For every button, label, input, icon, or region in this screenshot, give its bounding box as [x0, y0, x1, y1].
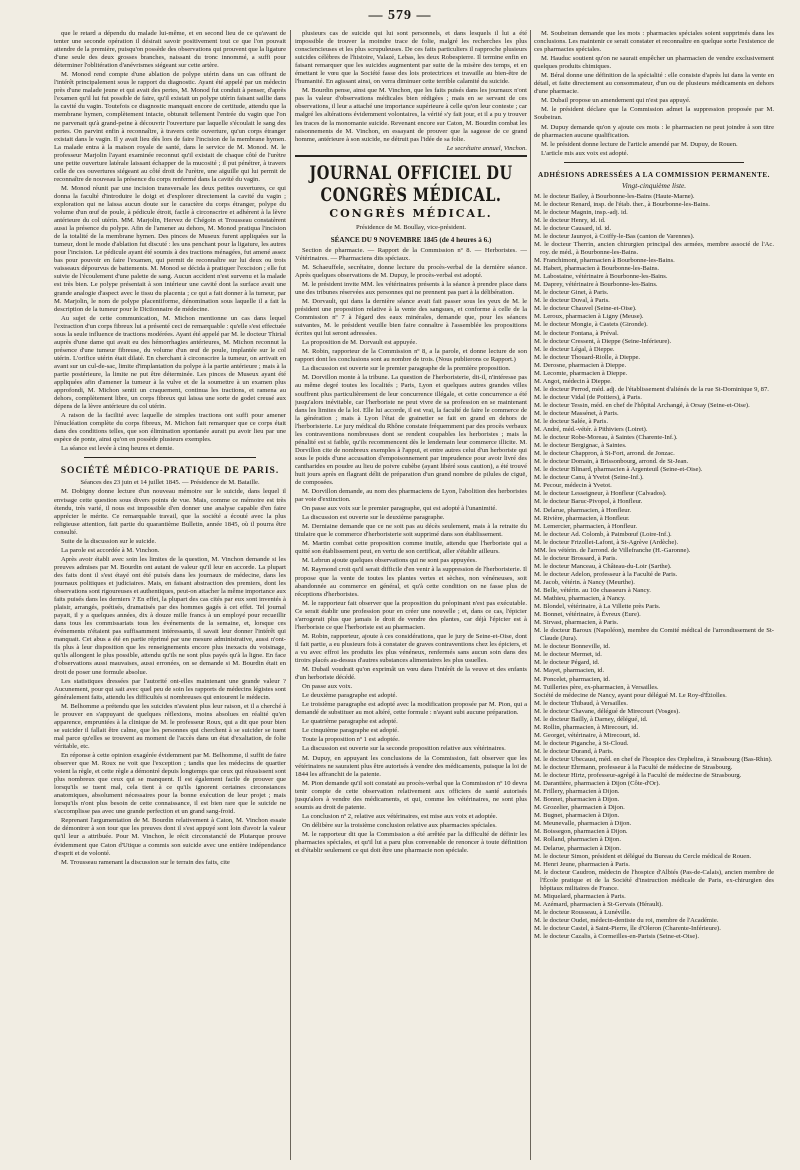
paragraph: On passe aux voix sur le premier paragraphe, qui est adopté à l'unanimité.	[302, 505, 497, 513]
list-item: M. Lecomte, pharmacien à Dieppe.	[534, 369, 628, 377]
list-item: M. Franchimont, pharmacien à Bourbonne-les-Bains.	[534, 257, 675, 265]
list-item: M. le docteur Caudron, médecin de l'hospice d'Albiés (Pas-de-Calais), ancien membre de l'École pratique et de la Société d'instruction médicale de Paris, ex-chirurgien des hôpitaux militaires de France.	[534, 868, 774, 892]
column-2	[295, 30, 527, 1160]
list-item: M. Mathieu, pharmacien, à Nancy.	[534, 595, 626, 603]
list-item: M. le docteur Adelon, professeur à la Faculté de Paris.	[534, 570, 678, 578]
list-item: M. Daprey, vétérinaire à Bourbonne-les-Bains.	[534, 281, 658, 289]
list-item: M. le docteur Baroux (Napoléon), membre du Comité médical de l'arrondissement de St-Claude (Jura).	[534, 627, 774, 643]
list-item: M. le docteur Bailey, à Bourbonne-les-Bains (Haute-Marne).	[534, 192, 695, 200]
list-item: M. le docteur Magnin, insp.-adj. id.	[534, 208, 628, 216]
adhesions-heading: ADHÉSIONS ADRESSÉES A LA COMMISSION PERMANENTE.	[538, 170, 770, 179]
column-2-paragraphs-bottom	[295, 247, 527, 855]
column-2-paragraphs-top	[295, 30, 527, 144]
paragraph: A raison de la facilité avec laquelle de simples tractions ont suffi pour amener l'énucléation complète du corps fibreux, M. Michon fait remarquer que ce corps était dans des conditions telles, que son élimination spontanée aurait pu avoir lieu par une espèce de ponte, ainsi qu'on en possède plusieurs exemples.	[54, 412, 286, 444]
paragraph: En réponse à cette opinion exagérée évidemment par M. Belhomme, il suffit de faire observer que M. Roux ne voit que l'exception ; tandis que les médecins de quartier voient la règle, et cette règle a démontré depuis longtemps que ceux qui réussissent sont plus nombreux que ceux qui se manquent. Il est également facile de prouver que lorsqu'ils se tuent mal, cela tient à ce qu'ils ignorent certaines circonstances anatomiques, absolument nécessaires pour la bonne exécution de leur projet ; mais lorsqu'ils n'ont plus besoin de cette connaissance, il est bien rare que le suicide ne s'accomplisse pas avec une grande perfection et un grand sang-froid.	[54, 751, 286, 816]
list-item: M. Delarue, pharmacien à Dijon.	[534, 844, 621, 852]
list-item: M. le docteur Salée, à Paris.	[534, 418, 608, 426]
journal-subtitle: CONGRÈS MÉDICAL.	[329, 206, 493, 220]
paragraph: M. Dupuy demande qu'on y ajoute ces mots : le pharmacien ne peut joindre à son titre de pharmacien aucune qualification.	[534, 123, 774, 139]
list-item: M. le docteur Tessin, méd. en chef de l'hôpital Archangé, à Orsay (Seine-et-Oise).	[534, 401, 750, 409]
list-item: M. le docteur Canu, à Yvetot (Seine-Inf.).	[534, 474, 644, 482]
paragraph: M. Belhomme a prétendu que les suicides n'avaient plus leur raison, et il a cherché à le prouver en s'appuyant de quelques réflexions, moins absolues en réalité qu'en apparence, empruntées à la clinique de M. le professeur Roux, qui a dit que pour bien se suicider il fallait être calme, que les personnes qui cherchent à se suicider se tuent mal parce qu'elles se trouvent au moment de l'accès dans un état d'exaltation, de folie véritable, etc.	[54, 702, 286, 750]
paragraph: M. Monod rend compte d'une ablation de polype utérin dans un cas offrant de l'intérêt principalement sous le rapport du diagnostic. Ayant été appelé par un médecin près d'une malade jeune et qui avait des pertes, M. Monod fut conduit à penser, d'après l'examen qu'il lui fut possible de faire, qu'il existait un polype utérin faisant saillie dans la cavité du vagin. Toutefois ce diagnostic manquait encore de certitude, attendu que la membrane hymen, complètement intacte, obturait tellement l'entrée du vagin que l'on ne parvenait qu'à grand-peine à découvrir l'ouverture par laquelle s'écoulait le sang des pertes. On parvint enfin à reconnaître, à travers cette ouverture, qu'un corps étranger existait dans le vagin. Il y avait lieu dès lors de faire l'incision de la membrane hymen. La malade entra à la maison royale de santé, dans le service de M. Monod. M. le professeur Marjolin l'ayant examinée reconnut qu'il existait de chaque côté de l'urètre une petite ouverture latérale laissant échapper de la mucosité ; il put pénétrer, à travers celle de ces ouvertures siégeant au côté droit de l'urètre, une aiguille qui lui permit de reconnaître de nouveau la présence du corps renfermé dans la cavité du vagin.	[54, 71, 286, 183]
list-item: M. Grozelier, pharmacien à Dijon.	[534, 804, 625, 812]
paragraph: Le cinquième paragraphe est adopté.	[302, 727, 399, 735]
list-item: M. le docteur Mermet, id.	[534, 651, 602, 659]
list-item: M. Mayet, pharmacien, id.	[534, 667, 605, 675]
paragraph: Le quatrième paragraphe est adopté.	[302, 718, 398, 726]
paragraph: M. Martin combat cette proposition comme inutile, attendu que l'herboriste qui a quitté son établissement peut, en vertu de son certificat, aller s'établir ailleurs.	[295, 540, 527, 556]
list-item: M. le docteur Simon, président et délégué du Bureau du Cercle médical de Rouen.	[534, 852, 752, 860]
list-item: M. Lemercier, pharmacien, à Honfleur.	[534, 522, 637, 530]
list-item: M. le docteur Piganche, à St-Cloud.	[534, 739, 629, 747]
paragraph: M. le rapporteur fait observer que la proposition du préopinant n'est pas exécutable. Ce serait établir une profession pour en créer une nouvelle ; et, dans ce cas, l'épicier s'arrogerait plus que jamais le droit de vendre des plantes, car déjà l'épicier est à l'herboriste ce que l'herboriste est au pharmacien.	[295, 599, 527, 631]
list-item: M. le docteur Lesseigneur, à Honfleur (Calvados).	[534, 490, 667, 498]
paragraph: M. Soubeiran demande que les mots : pharmacies spéciales soient supprimés dans les conclusions. Les maintenir ce serait constater et reconnaître en quelque sorte l'existence de ces pharmacies spéciales.	[534, 30, 774, 54]
paragraph: La discussion est ouverte sur le premier paragraphe de la première proposition.	[302, 365, 511, 373]
list-item: M. Angot, médecin à Dieppe.	[534, 377, 612, 385]
paragraph: M. Bourdin pense, ainsi que M. Vinchon, que les faits puisés dans les journaux n'ont pas la valeur d'observations médicales bien rédigées ; mais en se servant de ces observations, il leur a attaché une importance supérieure à celle qu'on leur conteste ; car malgré les altérations évidemment volontaires, la vérité s'y fait jour, et il a pu y trouver les traces de la monomanie suicide. Revenant encore sur Caton, M. Bourdin combat les raisonnements de M. Vinchon, en essayant de prouver que la sagesse de ce grand homme, antérieure à son suicide, ne détruit pas l'idée de sa folie.	[295, 87, 527, 143]
list-item: MM. les vétérin. de l'arrond. de Villefranche (H.-Garonne).	[534, 546, 691, 554]
members-list	[534, 193, 774, 941]
paragraph: M. Hauduc soutient qu'on ne saurait empêcher un pharmacien de vendre exclusivement quelques produits chimiques.	[534, 55, 774, 71]
section-divider	[84, 457, 256, 458]
list-item: M. le docteur Massénet, à Paris.	[534, 409, 619, 417]
list-item: M. Delarue, pharmacien, à Honfleur.	[534, 506, 632, 514]
list-item: M. Georget, vétérinaire, à Mirecourt, id.	[534, 731, 641, 739]
paragraph: La discussion est ouverte sur le deuxième paragraphe.	[302, 514, 445, 522]
list-item: M. Sirvast, pharmacien, à Paris.	[534, 619, 619, 627]
list-divider	[564, 162, 744, 163]
list-item: M. Bonnet, vétérinaire, à Évreux (Eure).	[534, 611, 641, 619]
column-rule-1	[290, 30, 291, 1160]
paragraph: M. Derniaine demande que ce ne soit pas au décès seulement, mais à la retraite du titulaire que le commerce d'herboristerie soit supprimé dans son établissement.	[295, 523, 527, 539]
list-item: M. Frillery, pharmacien à Dijon.	[534, 788, 620, 796]
list-item: M. le docteur Cazalis, à Cormeilles-en-Parisis (Seine-et-Oise).	[534, 933, 699, 941]
paragraph: Le deuxième paragraphe est adopté.	[302, 692, 398, 700]
paragraph: La proposition de M. Dorvault est appuyée.	[302, 339, 417, 347]
list-item: M. le docteur Robe-Moreau, à Saintes (Charente-Inf.).	[534, 434, 678, 442]
list-item: M. le docteur Domain, à Brissonbourg, arrond. de St-Jean.	[534, 458, 689, 466]
list-item: M. le docteur Hirtz, professeur-agrégé à la Faculté de médecine de Strasbourg.	[534, 772, 742, 780]
paragraph: Le troisième paragraphe est adopté avec la modification proposée par M. Pion, qui a demandé de substituer au mot altéré, cette formule : n'ayant subi aucune préparation.	[295, 701, 527, 717]
list-item: M. le docteur Ubecaust, méd. en chef de l'hospice des Orphelins, à Strasbourg (Bas-Rhin).	[534, 755, 773, 763]
list-item: M. le docteur Ad. Colomb, à Paimbœuf (Loire-Inf.).	[534, 530, 672, 538]
list-item: M. le docteur Thouard-Riolle, à Dieppe.	[534, 353, 641, 361]
paragraph: La parole est accordée à M. Vinchon.	[61, 546, 160, 554]
list-item: M. André, méd.-vétér. à Pithiviers (Loiret).	[534, 426, 648, 434]
list-item: M. le docteur Rousseau, à Lunéville.	[534, 908, 632, 916]
paragraph: plusieurs cas de suicide qui lui sont personnels, et dans lesquels il lui a été impossible de trouver la moindre trace de folie, malgré les recherches les plus consciencieuses et les plus scrupuleuses. De ces faits particuliers il rapproche plusieurs suicides célèbres de l'histoire, Valazé, Lebas, les deux Robespierre. Il termine enfin en faisant remarquer que les suicides augmentent par suite de la misère des temps, et en émettant le vœu que la Société fasse des lois protectrices et travaille au bien-être de l'humanité. En agissant ainsi, on verra diminuer cette terrible calamité du suicide.	[295, 30, 527, 86]
list-item: M. Derosne, pharmacien à Dieppe.	[534, 361, 627, 369]
paragraph: M. Béral donne une définition de la spécialité : elle consiste d'après lui dans la vente en détail, et faite directement au consommateur, d'un ou de plusieurs médicaments en dehors d'une pharmacie.	[534, 72, 774, 96]
list-item: M. le docteur Renard, insp. de l'étab. ther., à Bourbonne-les-Bains.	[534, 200, 710, 208]
list-item: M. Miquelard, pharmacien à Paris.	[534, 892, 626, 900]
list-item: M. le docteur Bonneville, id.	[534, 643, 610, 651]
list-item: M. Bonnet, pharmacien à Dijon.	[534, 796, 620, 804]
paragraph: Toute la proposition nº 1 est adoptée.	[302, 736, 400, 744]
list-item: M. Belle, vétérin. au 10e chasseurs à Nancy.	[534, 587, 651, 594]
list-item: M. le docteur Jaunyot, à Coiffy-le-Bas (canton de Varennes).	[534, 232, 695, 240]
seance-heading: SÉANCE DU 9 NOVEMBRE 1845 (de 4 heures à 6.)	[330, 235, 492, 244]
signature: Le secrétaire annuel, Vinchon.	[446, 144, 527, 152]
journal-title: JOURNAL OFFICIEL DU CONGRÈS MÉDICAL.	[309, 161, 513, 206]
column-3	[534, 30, 774, 1160]
paragraph: M. le rapporteur dit que la Commission a été arrêtée par la difficulté de définir les pharmacies spéciales, et qu'il lui a paru plus convenable de renoncer à toute définition et d'établir seulement ce qui doit être une pharmacie non spéciale.	[295, 830, 527, 855]
paragraph: M. Dorvillon monte à la tribune. La question de l'herboristerie, dit-il, n'intéresse pas au même degré toutes les localités ; Paris, Lyon et quelques autres grandes villes souffrent plus particulièrement de leur concurrence illégale, et cette concurrence a été jusqu'alors inévitable, car l'herboriste ne peut vivre de sa profession en se maintenant dans les limites de la loi. Elle lui accorde, il est vrai, la faculté de faire le commerce de la génération ; mais à Lyon l'état de grainetier se fait en grand en dehors de l'herboristerie. Le jury médical du Rhône constate fréquemment par des procès verbaux les contraventions nombreuses dont se rendent coupables les herboristes ; mais la pénalité est si faible, qu'ils recommencent dès le lendemain leur commerce illicite. M. Dorvillon cite de nombreux exemples à l'appui, et entre autres celui d'un herboriste qui sous le poids d'une accusation d'empoisonnement par imprudence pour avoir livré des cantharides en poudre au lieu de poivre cubèbe (ayant libéré sous caution), a été trouvé huit jours après en flagrant délit de préparation d'un grand nombre de pilules de ciguë, de composées.	[295, 374, 527, 487]
list-item: M. le docteur Duval, à Paris.	[534, 297, 610, 305]
paragraph: M. le président déclare que la Commission admet la suppression proposée par M. Soubeiran.	[534, 106, 774, 122]
column-1	[54, 30, 286, 1160]
list-item: M. le docteur Mongie, à Castets (Gironde).	[534, 321, 648, 329]
list-item: M. Habert, pharmacien à Bourbonne-les-Bains.	[534, 265, 660, 273]
list-item: M. Jacob, vétérin. à Nancy (Meurthe).	[534, 578, 635, 586]
list-item: M. Rollin, pharmacien, à Mirecourt, id.	[534, 723, 639, 731]
column-3-paragraphs-top	[534, 30, 774, 158]
list-item: M. le docteur Henry, id. id.	[534, 216, 606, 224]
paragraph: M. Dobigny donne lecture d'un nouveau mémoire sur le suicide, dans lequel il envisage cette question sous divers points de vue. Mais, comme ce mémoire est très étendu, très varié, il nous est impossible d'en donner une analyse capable d'en faire apprécier le mérite. Ce remarquable travail, que la société a écouté avec la plus religieuse attention, fait partie du quarantième Bulletin, année 1845, où il pourra être consulté.	[54, 488, 286, 536]
list-item: M. le docteur Pégard, id.	[534, 659, 600, 667]
paragraph: Suite de la discussion sur le suicide.	[61, 537, 157, 545]
heavy-rule	[295, 155, 527, 157]
list-item: M. Tuilleries père, ex-pharmacien, à Versailles.	[534, 683, 659, 691]
list-item: M. Darantière, pharmacien à Dijon (Côte-d'Or).	[534, 780, 661, 788]
paragraph: que le retard a dépendu du malade lui-même, et en second lieu de ce qu'avant de tenter une seconde opération il désirait savoir positivement tout ce que l'on pouvait attendre de la première, puisqu'on possède des observations qui prouvent que la ligature d'une seule des deux grosses branches, naissant du tronc innommé, a suffi pour déterminer l'oblitération d'anévrismes siégeant sur cette artère.	[54, 30, 286, 70]
list-item: M. le docteur Ehrmann, professeur à la Faculté de médecine de Strasbourg.	[534, 764, 733, 772]
paragraph: M. Pion demande qu'il soit constaté au procès-verbal que la Commission nº 10 devra tenir compte de cette observation relativement aux officiers de santé autorisés jusqu'alors à vendre des médicaments, et qui, comme les vétérinaires, ne sont plus soumis au droit de patente.	[295, 779, 527, 811]
list-item: M. le docteur Ginet, à Paris.	[534, 289, 609, 297]
paragraph: Au sujet de cette communication, M. Michon mentionne un cas dans lequel l'extraction d'un corps fibreux lui a présenté ceci de remarquable : qu'elle s'est effectuée sous la seule influence de tractions modérées. Ayant été appelé par M. le docteur Thirial auprès d'une dame qui avait eu des hémorrhagies antérieures, M. Michon reconnut la présence d'une tumeur fibreuse, du volume d'un œuf de poule, implantée sur le col utérin. L'orifice utérin était dilaté. En cherchant à circonscrire la tumeur, on arrivait en avant sur un cul-de-sac, limite d'implantation du polype à la partie antérieure ; mais à la partie postérieure, la limite ne put être déterminée. Les pinces de Museux ayant été appliquées afin d'amener la tumeur à la vulve et de la soumettre à un examen plus approfondi, M. Michon sentit un craquement, continua les tractions, et ramena au dehors, complètement libre, un corps fibreux qui laissa une sorte de godet creusé aux dépens de la lèvre antérieure du col utérin.	[54, 314, 286, 411]
paragraph: M. Dorvault, qui dans la dernière séance avait fait passer sous les yeux de M. le président une proposition relative à la vente des sangsues, et conforme à celle de la Commission nº 7 à l'égard des eaux minérales, demande que, pour les séances suivantes, M. le président veuille bien faire connaître à l'assemblée les propositions écrites qui lui seront adressées.	[295, 297, 527, 338]
paragraph: La discussion est ouverte sur la seconde proposition relative aux vétérinaires.	[302, 745, 506, 753]
list-item: M. le docteur Chauvel (Seine-et-Oise).	[534, 305, 637, 313]
column-rule-2	[530, 30, 531, 1160]
paragraph: Reprenant l'argumentation de M. Bourdin relativement à Caton, M. Vinchon essaie de démontrer à son tour que les preuves dont il s'est appuyé sont loin d'avoir la valeur qu'il leur a attribuée. Pour M. Vinchon, le récit circonstancié de Plutarque prouve évidemment que Caton d'Utique a commis son suicide avec une entière indépendance d'esprit et de volonté.	[54, 817, 286, 857]
section-title-societe: SOCIÉTÉ MÉDICO-PRATIQUE DE PARIS.	[60, 466, 280, 477]
list-item: M. le docteur Castel, à Saint-Pierre, île d'Oleron (Charente-Inférieure).	[534, 924, 721, 932]
list-item: M. le docteur Therrin, ancien chirurgien principal des armées, membre associé de l'Ac. roy. de méd., à Bourbonne-les-Bains.	[534, 240, 774, 257]
list-item: M. Pecour, médecin à Yvetot.	[534, 482, 612, 490]
list-item: M. le docteur Fontana, à Préval.	[534, 329, 619, 337]
section-subtitle: Séances des 23 juin et 14 juillet 1845. — Présidence de M. Bataille.	[80, 479, 260, 487]
paragraph: M. Lebrun ajoute quelques observations qui ne sont pas appuyées.	[302, 557, 477, 565]
list-item: M. le docteur Bailly, à Darney, délégué, id.	[534, 715, 648, 723]
list-item: M. Leroux, pharmacien à Ligny (Meuse).	[534, 313, 644, 321]
paragraph: M. Monod réunit par une incision transversale les deux petites ouvertures, ce qui donna la faculté d'introduire le doigt et d'explorer directement la cavité du vagin ; exploration qui ne laissa aucun doute sur le caractère du corps étranger, polype du volume d'un œuf de poule, à pédicule étroit, facile à circonscrire et adhérent à la lèvre antérieure du col utérin. MM. Marjolin, Hervez de Chégoin et Trousseau constatèrent aussi la présence du polype. Afin de l'amener au dehors, M. Monod pratiqua l'incision de la totalité de la membrane hymen. Des pinces de Museux furent appliquées sur la tumeur, dont le mode d'ablation fut discuté : les uns penchant pour la ligature, les autres pour l'incision. Le pédicule ayant été soumis à des tractions ménagées, fut amené assez bas pour pouvoir en faire l'examen, qui permit de reconnaître sur lui deux ou trois vaisseaux dépourvus de battements. M. Monod se décida à pratiquer l'excision ; elle fut suivie de l'écoulement d'une palette de sang. Aucun accident n'est survenu et la malade est très bien. Le polype présentait à son intérieur une cavité dont la surface avait une grande analogie d'aspect avec le tissu du placenta ; ce qui a fait donner à la tumeur, par M. Marjolin, le nom de polype placentiforme, dénomination sous laquelle il a fait la description de la tumeur pour le Dictionnaire de médecine.	[54, 184, 286, 313]
paragraph: M. Dubail propose un amendement qui n'est pas appuyé.	[541, 97, 691, 105]
paragraph: M. Dupuy, en appuyant les conclusions de la Commission, fait observer que les vétérinaires ne sauraient plus être autorisés à vendre des médicaments, puisque la loi de 1844 les affranchit de la patente.	[295, 754, 527, 778]
list-item: M. le docteur Frizollet-Lafont, à St-Agrève (Ardèche).	[534, 538, 679, 546]
paragraph: Section de pharmacie. — Rapport de la Commission nº 8. — Herboristes. — Vétérinaires. — Pharmaciens dits spéciaux.	[295, 246, 527, 262]
list-item: M. Boissegon, pharmacien à Dijon.	[534, 828, 628, 836]
list-item: M. le docteur Vidal (de Poitiers), à Paris.	[534, 393, 642, 401]
list-item: M. le docteur Bergignac, à Saintes.	[534, 442, 627, 450]
list-subtitle: Vingt-cinquième liste.	[621, 180, 687, 190]
page-number: — 579 —	[368, 8, 432, 23]
presidence-line: Présidence de M. Boullay, vice-président.	[356, 223, 466, 231]
paragraph: M. le président invite MM. les vétérinaires présents à la séance à prendre place dans une des tribunes réservées aux personnes qui ne prennent pas part à la délibération.	[295, 280, 527, 296]
list-item: M. le docteur Perrod, méd. adj. de l'établissement d'aliénés de la rue St-Dominique 9, 87.	[534, 385, 769, 393]
list-item: M. Henri Jeune, pharmacien à Paris.	[534, 860, 630, 868]
list-item: M. le docteur Légal, à Dieppe.	[534, 345, 615, 353]
list-item: M. le docteur Oudet, médecin-dentiste du roi, membre de l'Académie.	[534, 916, 719, 924]
paragraph: M. Robin, rapporteur de la Commission nº 8, a la parole, et donne lecture de son rapport dont les conclusions sont au nombre de trois. (Nous publierons ce Rapport.)	[295, 348, 527, 364]
paragraph: On passe aux voix.	[302, 683, 353, 691]
list-item: M. le docteur Durand, à Paris.	[534, 747, 614, 755]
list-item: Société de médecine de Nancy, ayant pour délégué M. Le Roy-d'Étiolles.	[534, 691, 727, 699]
paragraph: Après avoir établi avec soin les limites de la question, M. Vinchon demande si les preuves admises par M. Bourdin ont autant de valeur qu'il leur en accorde. La plupart des faits dont il s'est étayé ont été puisés dans les journaux de médecine, dans les journaux politiques et judiciaires. Mais, en faisant abstraction des premiers, dont les observations sont rigoureuses et authentiques, peut-on attacher la même importance aux faits puisés dans les derniers ? En effet, la plupart des cas cités par eux sont inventés à plaisir, arrangés, poétisés, dramatisés par des hommes gagés à cet effet. Tel journal payait, il y a quelques années, dix à douze mille francs à un employé pour recueillir dans tous les commissariats tous les événements de la semaine, et, lorsque ces événements n'étaient pas suffisamment intéressants, il savait leur donner l'intérêt qui manquait. Cet abus a été en partie réprimé par une mesure administrative, aussi n'ont-ils plus à leur disposition que les renseignements encore plus inexacts du voisinage, qu'ils allongent le plus possible, attendu qu'ils ne sont plus payés qu'à la ligne. En face d'observations aussi mauvaises, aussi erronées, on se demande si M. Bourdin était en droit de poser une formule absolue.	[54, 555, 286, 676]
list-item: M. Azémard, pharmacien à St-Gervais (Hérault).	[534, 900, 663, 908]
paragraph: La conclusion nº 2, relative aux vétérinaires, est mise aux voix et adoptée.	[302, 812, 498, 820]
paragraph: L'article mis aux voix est adopté.	[541, 149, 629, 157]
list-item: M. le docteur Blinard, pharmacien à Argenteuil (Seine-et-Oise).	[534, 466, 703, 474]
list-item: M. le docteur Causard, id. id.	[534, 224, 612, 232]
list-item: M. Poncelet, pharmacien, id.	[534, 675, 610, 683]
paragraph: On délibère sur la troisième conclusion relative aux pharmacies spéciales.	[302, 821, 497, 829]
paragraph: La séance est levée à cinq heures et demie.	[61, 445, 174, 453]
column-1-paragraphs-bottom	[54, 488, 286, 866]
list-item: M. le docteur Chavane, délégué de Mirecourt (Vosges).	[534, 707, 680, 715]
paragraph: Les statistiques dressées par l'autorité ont-elles maintenant une grande valeur ? Aucunement, pour qui sait avec quel peu de soin les rapports de médecins légistes sont généralement faits, attendu les difficultés si nombreuses qui entourent le médecin.	[54, 677, 286, 701]
list-item: M. Rivière, pharmacien, à Honfleur.	[534, 514, 630, 522]
list-item: M. Bugnet, pharmacien à Dijon.	[534, 812, 620, 820]
list-item: M. le docteur Thibaud, à Versailles.	[534, 699, 628, 707]
paragraph: M. Robin, rapporteur, ajoute à ces considérations, que le jury de Seine-et-Oise, dont il fait partie, a eu plusieurs fois à constater de graves contraventions chez les épiciers, et a vu avec effroi les produits les plus vénéneux, renfermés sans aucun soin dans des tiroirs placés au-dessus d'autres substances alimentaires les plus usuelles.	[295, 632, 527, 664]
list-item: M. le docteur Manceau, à Château-du-Loir (Sarthe).	[534, 562, 672, 570]
list-item: M. le docteur Brossard, à Paris.	[534, 554, 618, 562]
list-item: M. Meunevalle, pharmacien à Dijon.	[534, 820, 632, 828]
paragraph: M. Dorvillon demande, au nom des pharmaciens de Lyon, l'abolition des herboristes par voie d'extinction.	[295, 488, 527, 504]
list-item: M. le docteur Chappron, à St-Fort, arrond. de Jonzac.	[534, 450, 675, 458]
paragraph: M. Dubail voudrait qu'on exprimât un vœu dans l'intérêt de la veuve et des enfants d'un herboriste décédé.	[295, 666, 527, 682]
paragraph: M. le président donne lecture de l'article amendé par M. Dupuy, de Rouen.	[541, 140, 738, 148]
list-item: M. Labostaine, vétérinaire à Bourbonne-les-Bains.	[534, 273, 668, 281]
paragraph: M. Trousseau ramenant la discussion sur le terrain des faits, cite	[61, 858, 230, 866]
paragraph: M. Schaeuffele, secrétaire, donne lecture du procès-verbal de la dernière séance. Après quelques observations de M. Dupuy, le procès-verbal est adopté.	[295, 263, 527, 279]
paragraph: M. Raymond croit qu'il serait difficile d'en venir à la suppression de l'herboristerie. Il propose que la vente de toutes les plantes vertes et sèches, non vénéneuses, soit abandonnée au commerce en général, et qu'à cette condition on ne fasse plus de réceptions d'herboristes.	[295, 566, 527, 598]
list-item: M. le docteur Cressent, à Dieppe (Seine-Inférieure).	[534, 337, 672, 345]
list-item: M. Rolland, pharmacien à Dijon.	[534, 836, 621, 844]
list-item: M. le docteur Baruc-Pivopol, à Honfleur.	[534, 498, 643, 506]
column-1-paragraphs-top	[54, 30, 286, 453]
list-item: M. Blondel, vétérinaire, à La Villette près Paris.	[534, 603, 661, 611]
